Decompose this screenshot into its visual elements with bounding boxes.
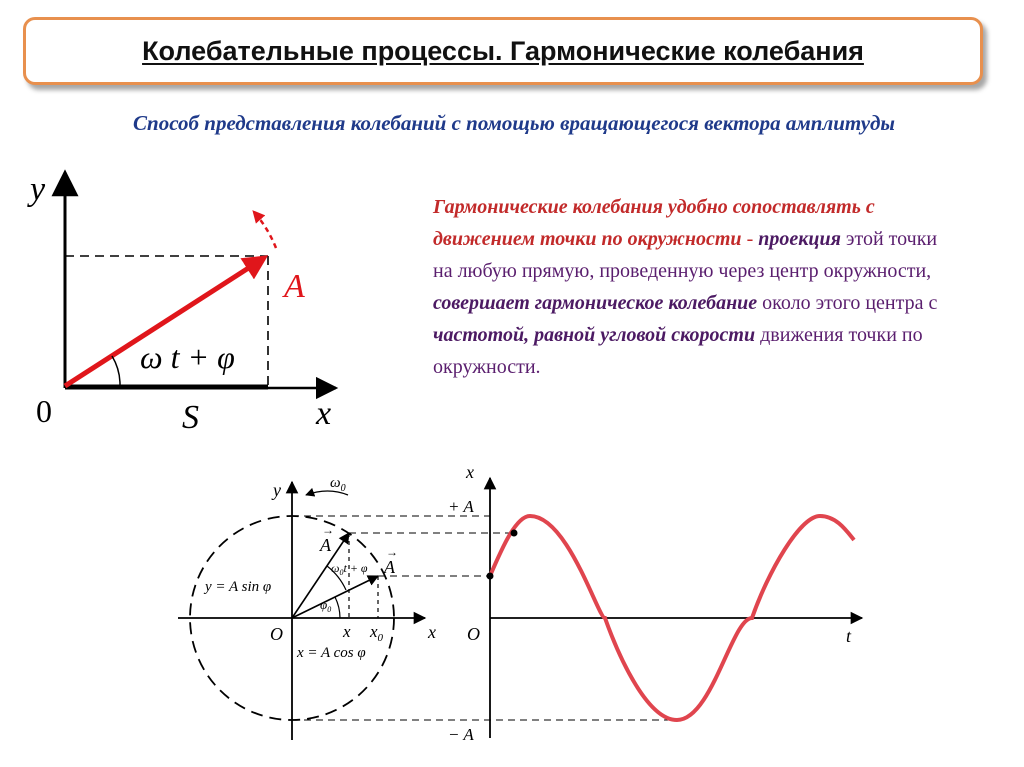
graph-start-point: [487, 573, 494, 580]
d2-vector-label-0: A: [384, 557, 395, 577]
para-run-8: движения точки по окружности.: [433, 324, 923, 378]
d1-s-label: S: [182, 399, 199, 436]
d1-vector-label: A: [284, 268, 305, 305]
d1-origin-label: 0: [36, 393, 52, 429]
graph-point-t: [511, 530, 518, 537]
d2-x-mark: x: [343, 622, 351, 641]
graph-plus-a-label: + A: [448, 497, 474, 516]
graph-origin-label: O: [467, 624, 480, 644]
d2-vector-label-t: A: [320, 535, 331, 555]
graph-minus-a-label: − A: [448, 725, 474, 744]
para-run-6: около этого центра с: [757, 292, 938, 314]
slide-title: Колебательные процессы. Гармонические колебания: [142, 35, 864, 66]
d2-angle-0-label: $\varphi_0$: [320, 597, 332, 614]
para-run-3: проекция: [758, 228, 841, 250]
d1-x-label: x: [316, 395, 332, 432]
d2-y-label: y: [273, 480, 281, 500]
d2-vec-bar-t: →: [322, 523, 334, 537]
graph-x-axis-label: x: [466, 462, 474, 482]
d1-angle-label: ω t + φ: [140, 339, 235, 375]
d2-x-label: x: [428, 622, 436, 642]
para-run-4: этой точки на любую прямую, проведенную через центр окружности,: [433, 228, 938, 282]
d2-angle-arc-0: [335, 597, 340, 618]
d2-angle-t-label: $\omega_0t + \varphi$: [331, 561, 368, 577]
d2-x-formula: x = A cos φ: [297, 645, 366, 661]
d2-omega-label: $\omega_0$: [330, 475, 346, 494]
para-run-1: Гармонические колебания удобно сопоставлять с движением точки по окружности: [433, 196, 875, 250]
d2-vec-bar-0: →: [386, 545, 398, 559]
d2-x0-mark: $x_0$: [370, 622, 384, 644]
para-run-2: -: [741, 228, 759, 250]
para-run-7: частотой, равной угловой скорости: [433, 324, 756, 346]
graph-t-axis-label: t: [846, 626, 852, 646]
slide-subtitle: Способ представления колебаний с помощью вращающегося вектора амплитуды: [133, 111, 895, 135]
d1-y-label: y: [30, 171, 46, 208]
para-run-5: совершает гармоническое колебание: [433, 292, 758, 314]
d2-y-formula: y = A sin φ: [205, 579, 272, 595]
d2-origin-label: O: [270, 624, 283, 644]
